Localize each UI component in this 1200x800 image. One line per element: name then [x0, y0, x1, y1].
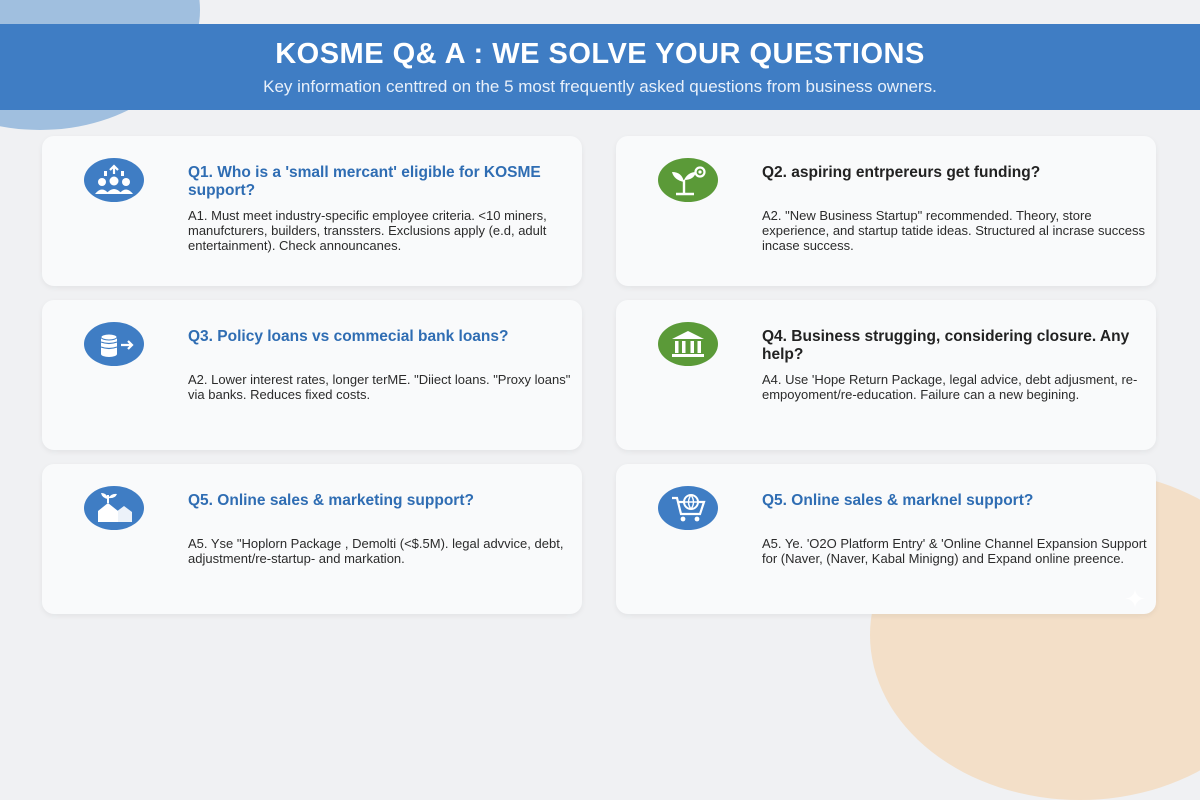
question-text: Q4. Business strugging, considering closure. Any help? [762, 328, 1130, 363]
question-text: Q5. Online sales & marknel support? [762, 492, 1034, 509]
question-text: Q3. Policy loans vs commecial bank loans? [188, 328, 509, 345]
plant-house-icon [84, 486, 144, 530]
answer-text: A1. Must meet industry-specific employee criteria. <10 miners, manufcturers, builders, transsters. Exclusions apply (e.d, adult entertainment). Check announcanes. [188, 208, 547, 253]
answer-text: A2. Lower interest rates, longer terME. "Diiect loans. "Proxy loans" via banks. Reduces fixed costs. [188, 372, 571, 402]
faq-card-q2 [616, 136, 1156, 286]
faq-card-q5-right [616, 464, 1156, 614]
coins-arrow-icon [84, 322, 144, 366]
question-text: Q1. Who is a 'small mercant' eligible for KOSME support? [188, 164, 541, 199]
answer-text: A5. Yse "Hoplorn Package , Demolti (<$.5M). legal advvice, debt, adjustment/re-startup- and markation. [188, 536, 564, 566]
answer-text: A4. Use 'Hope Return Pac​kage, legal advice, debt adjusment, re-empoyoment/re-education. Failure can a new begining. [762, 372, 1138, 402]
page-subtitle: Key information centtred on the 5 most frequently asked questions from business owners. [263, 77, 937, 96]
faq-card-q1 [42, 136, 582, 286]
bank-building-icon [658, 322, 718, 366]
answer-text: A2. "New Business Startup" recommended. Theory, store experience, and startup tatide ideas. Structured al incrase success incase success. [762, 208, 1145, 253]
faq-card-q5-left [42, 464, 582, 614]
globe-cart-icon [658, 486, 718, 530]
faq-card-q3 [42, 300, 582, 450]
faq-card-q4 [616, 300, 1156, 450]
seedling-gear-icon [658, 158, 718, 202]
sparkle-icon: ✦ [1124, 584, 1146, 614]
answer-text: A5. Ye. 'O2O Platform Entry' & 'Online Channel Expansion Support for (Naver, (Naver, Kabal Minigng) and Expand online preence. [762, 536, 1147, 566]
question-text: Q5. Online sales & marketing support? [188, 492, 474, 509]
people-growth-icon [84, 158, 144, 202]
header-banner [0, 24, 1200, 110]
page-title: KOSME Q& A : WE SOLVE YOUR QUESTIONS [275, 38, 925, 70]
question-text: Q2. aspiring entrpereurs get funding? [762, 164, 1041, 181]
